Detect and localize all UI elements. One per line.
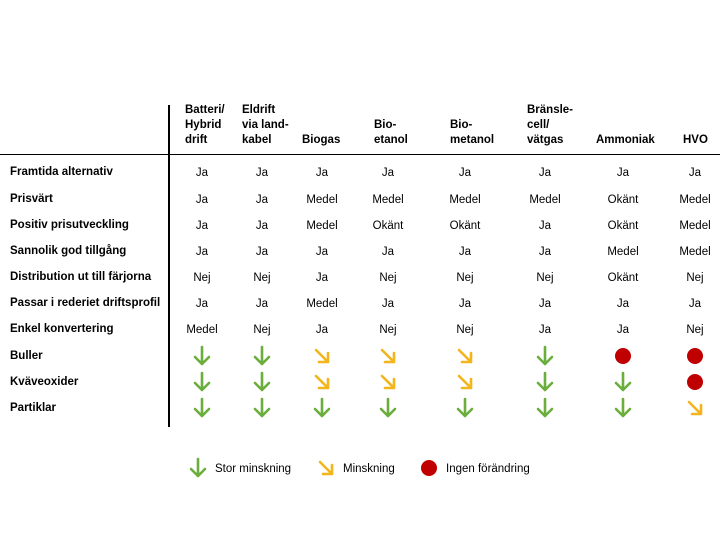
down-arrow-icon <box>311 397 333 419</box>
row-label: Distribution ut till färjorna <box>10 271 152 283</box>
diagonal-arrow-icon <box>315 457 337 479</box>
table-cell: Medel <box>679 220 711 232</box>
row-label: Framtida alternativ <box>10 166 113 178</box>
table-cell: Ja <box>381 167 395 179</box>
row-label: Prisvärt <box>10 193 53 205</box>
column-header: Bränsle- cell/ vätgas <box>527 104 574 146</box>
table-cell: Medel <box>529 194 561 206</box>
diagonal-arrow-icon <box>454 371 476 393</box>
legend-label: Stor minskning <box>215 463 292 475</box>
table-cell: Ja <box>458 167 472 179</box>
down-arrow-icon <box>251 397 273 419</box>
row-label: Enkel konvertering <box>10 323 114 335</box>
table-cell: Ja <box>616 324 630 336</box>
row-label: Sannolik god tillgång <box>10 245 127 257</box>
table-cell: Nej <box>379 272 397 284</box>
down-arrow-icon <box>534 397 556 419</box>
table-cell: Ja <box>538 298 552 310</box>
column-header: Bio- metanol <box>450 119 495 146</box>
table-cell: Ja <box>616 167 630 179</box>
table-cell: Ja <box>381 246 395 258</box>
table-cell: Ja <box>195 246 209 258</box>
column-header: Batteri/ Hybrid drift <box>185 104 225 146</box>
row-label: Passar i rederiet driftsprofil <box>10 297 161 309</box>
down-arrow-icon <box>251 345 273 367</box>
table-cell: Nej <box>253 324 271 336</box>
table-cell: Medel <box>306 298 338 310</box>
down-arrow-icon <box>187 457 209 479</box>
legend-label: Ingen förändring <box>446 463 530 475</box>
diagonal-arrow-icon <box>377 371 399 393</box>
diagonal-arrow-icon <box>311 371 333 393</box>
red-dot-icon <box>684 345 706 367</box>
row-label: Partiklar <box>10 402 57 414</box>
table-cell: Ja <box>538 246 552 258</box>
diagonal-arrow-icon <box>684 397 706 419</box>
down-arrow-icon <box>612 397 634 419</box>
table-cell: Ja <box>381 298 395 310</box>
table-cell: Okänt <box>607 272 639 284</box>
table-cell: Ja <box>315 167 329 179</box>
down-arrow-icon <box>191 397 213 419</box>
table-cell: Medel <box>306 194 338 206</box>
table-cell: Medel <box>679 194 711 206</box>
table-cell: Ja <box>616 298 630 310</box>
table-cell: Ja <box>538 167 552 179</box>
table-cell: Ja <box>195 167 209 179</box>
down-arrow-icon <box>377 397 399 419</box>
down-arrow-icon <box>191 371 213 393</box>
table-cell: Medel <box>306 220 338 232</box>
down-arrow-icon <box>612 371 634 393</box>
table-cell: Ja <box>315 272 329 284</box>
table-cell: Ja <box>458 298 472 310</box>
table-cell: Ja <box>538 220 552 232</box>
diagonal-arrow-icon <box>454 345 476 367</box>
table-cell: Ja <box>195 194 209 206</box>
table-cell: Ja <box>315 324 329 336</box>
header-divider <box>0 154 720 155</box>
down-arrow-icon <box>534 345 556 367</box>
table-cell: Medel <box>186 324 218 336</box>
table-cell: Nej <box>456 324 474 336</box>
row-label: Positiv prisutveckling <box>10 219 129 231</box>
table-cell: Okänt <box>607 220 639 232</box>
row-label: Buller <box>10 350 43 362</box>
diagonal-arrow-icon <box>377 345 399 367</box>
table-cell: Nej <box>536 272 554 284</box>
column-header: Ammoniak <box>596 134 655 146</box>
table-cell: Okänt <box>449 220 481 232</box>
red-dot-icon <box>612 345 634 367</box>
column-header: Biogas <box>302 134 341 146</box>
diagonal-arrow-icon <box>311 345 333 367</box>
table-cell: Ja <box>255 220 269 232</box>
table-cell: Ja <box>255 246 269 258</box>
red-dot-icon <box>418 457 440 479</box>
table-cell: Nej <box>193 272 211 284</box>
table-cell: Medel <box>607 246 639 258</box>
down-arrow-icon <box>534 371 556 393</box>
table-cell: Medel <box>679 246 711 258</box>
table-cell: Ja <box>538 324 552 336</box>
down-arrow-icon <box>454 397 476 419</box>
column-header: Bio- etanol <box>374 119 408 146</box>
column-header: HVO <box>683 134 708 146</box>
down-arrow-icon <box>191 345 213 367</box>
down-arrow-icon <box>251 371 273 393</box>
table-cell: Ja <box>688 298 702 310</box>
legend-label: Minskning <box>343 463 395 475</box>
table-cell: Nej <box>686 272 704 284</box>
table-cell: Ja <box>688 167 702 179</box>
table-cell: Okänt <box>372 220 404 232</box>
table-cell: Nej <box>686 324 704 336</box>
row-label: Kväveoxider <box>10 376 79 388</box>
table-cell: Ja <box>195 220 209 232</box>
table-cell: Nej <box>379 324 397 336</box>
table-cell: Medel <box>372 194 404 206</box>
red-dot-icon <box>684 371 706 393</box>
table-cell: Nej <box>456 272 474 284</box>
table-cell: Medel <box>449 194 481 206</box>
table-cell: Nej <box>253 272 271 284</box>
table-cell: Ja <box>458 246 472 258</box>
column-header: Eldrift via land- kabel <box>242 104 289 146</box>
table-cell: Ja <box>255 298 269 310</box>
table-cell: Ja <box>255 167 269 179</box>
table-cell: Okänt <box>607 194 639 206</box>
table-cell: Ja <box>195 298 209 310</box>
table-cell: Ja <box>315 246 329 258</box>
table-cell: Ja <box>255 194 269 206</box>
